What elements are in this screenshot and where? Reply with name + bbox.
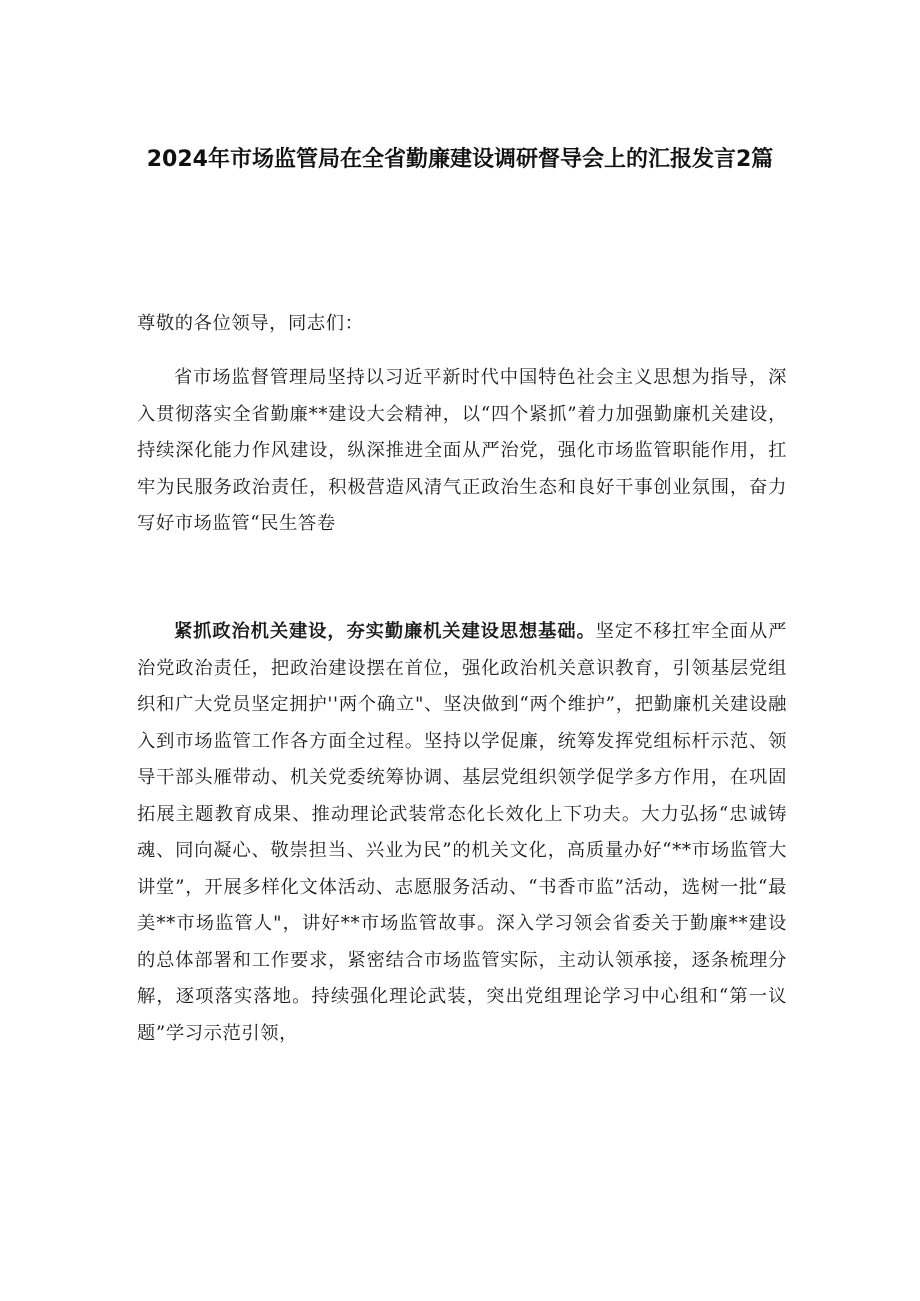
paragraph-1-text: 省市场监督管理局坚持以习近平新时代中国特色社会主义思想为指导，深入贯彻落实全省勤廉**建设大会精神，以“四个紧抓”着力加强勤廉机关建设，持续深化能力作风建设，纵深推进全面从严治党，强化市场监管职能作用，扛牢为民服务政治责任，积极营造风清气正政治生态和良好干事创业氛围，奋力写好市场监管“民生答卷 [137, 367, 787, 534]
document-title: 2024年市场监管局在全省勤廉建设调研督导会上的汇报发言2篇 [146, 147, 774, 172]
paragraph-2-text: 坚定不移扛牢全面从严治党政治责任，把政治建设摆在首位，强化政治机关意识教育，引领基层党组织和广大党员坚定拥护''两个确立"、坚决做到“两个维护”，把勤廉机关建设融入到市场监管工作各方面全过程。坚持以学促廉，统筹发挥党组标杆示范、领导干部头雁带动、机关党委统筹协调、基层党组织领学促学多方作用，在巩固拓展主题教育成果、推动理论武装常态化长效化上下功夫。大力弘扬“忠诚铸魂、同向凝心、敬崇担当、兴业为民”的机关文化，高质量办好“**市场监管大讲堂”，开展多样化文体活动、志愿服务活动、“书香市监”活动，选树一批“最美**市场监管人"，讲好**市场监管故事。深入学习领会省委关于勤廉**建设的总体部署和工作要求，紧密结合市场监管实际，主动认领承接，逐条梳理分解，逐项落实落地。持续强化理论武装，突出党组理论学习中心组和“第一议题”学习示范引领， [137, 621, 788, 1044]
paragraph-1 [137, 360, 787, 543]
paragraph-2 [137, 614, 787, 1052]
paragraph-2-lead: 紧抓政治机关建设，夯实勤廉机关建设思想基础。 [174, 621, 596, 642]
salutation: 尊敬的各位领导，同志们： [137, 313, 364, 334]
